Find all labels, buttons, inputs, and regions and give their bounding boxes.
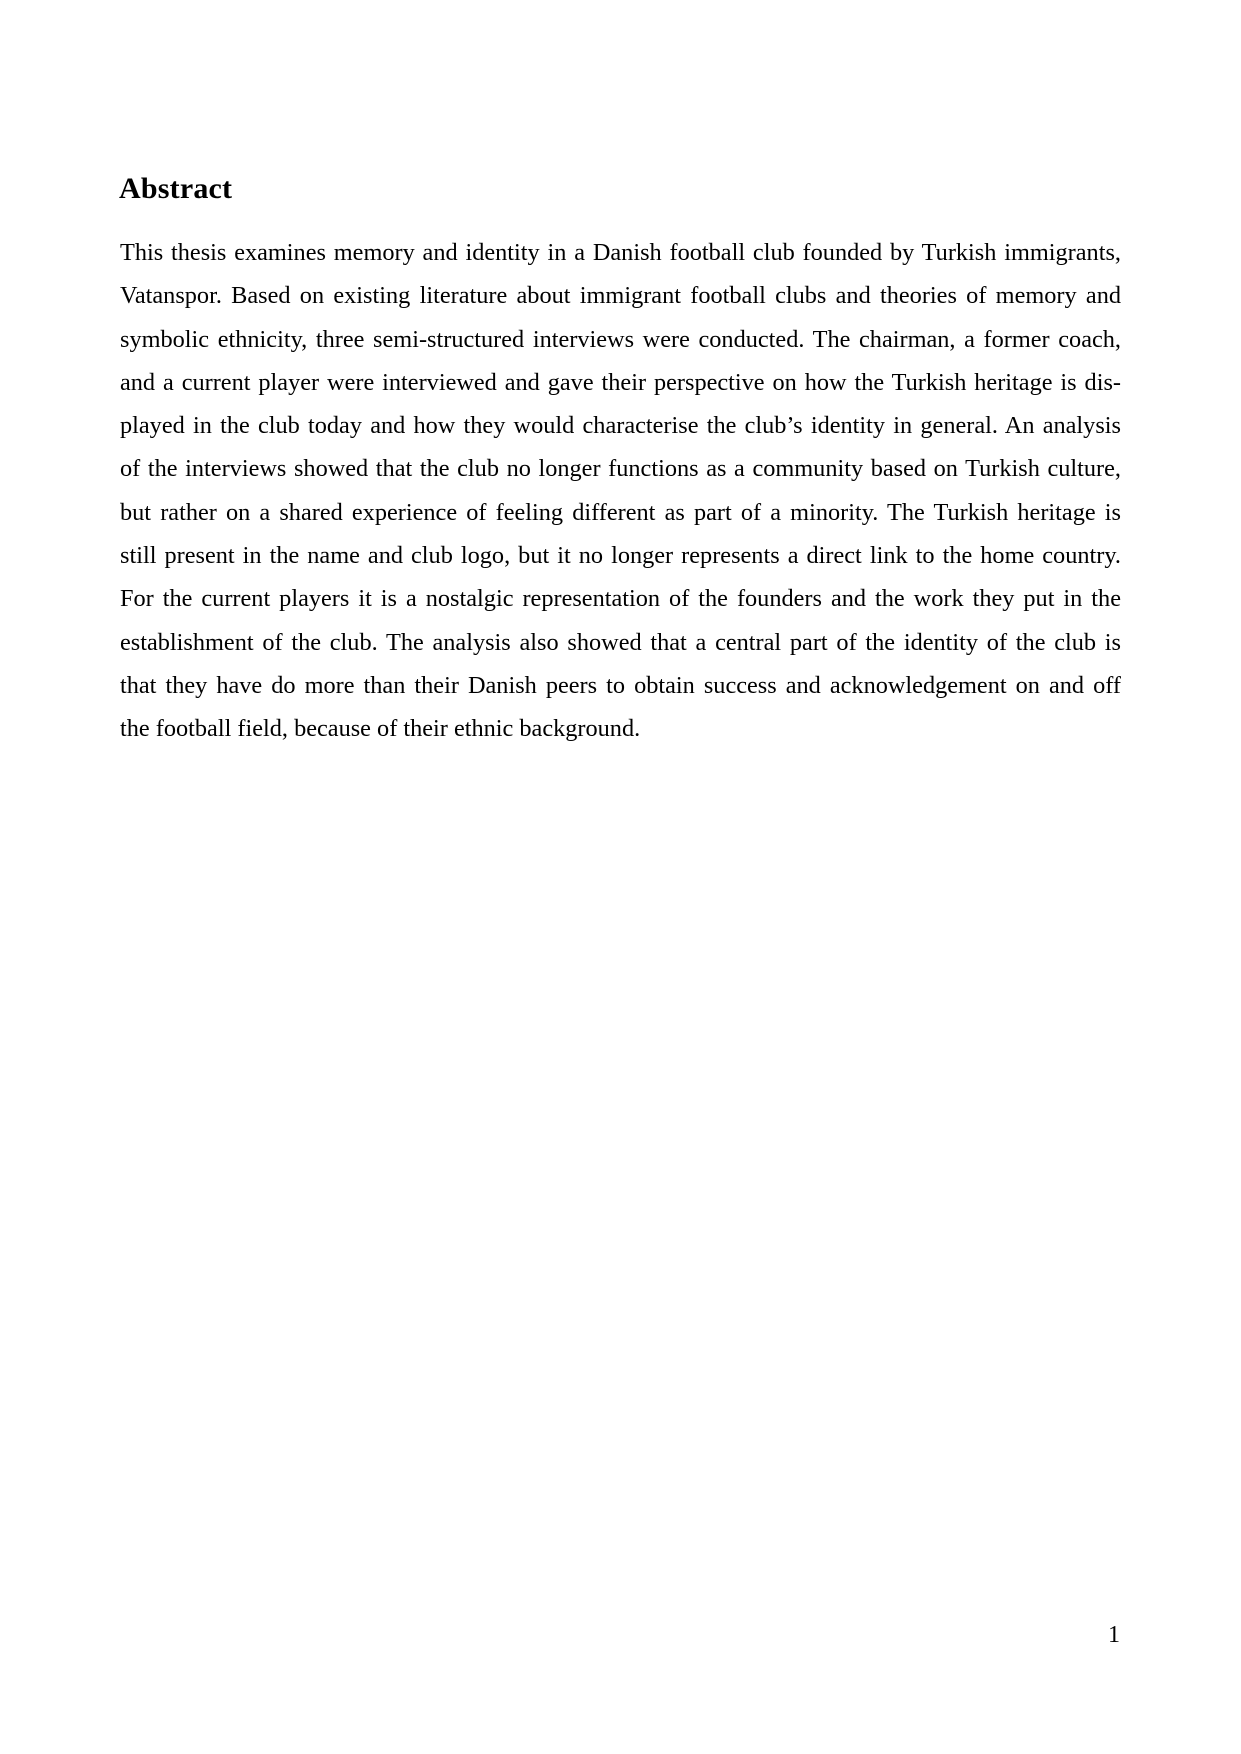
paragraph-line: establishment of the club. The analysis also showed that a central part of the identity of the club is (120, 628, 1121, 656)
page-title: Abstract (119, 172, 233, 205)
paragraph-line: and a current player were interviewed and gave their perspective on how the Turkish heritage is dis- (120, 368, 1121, 396)
paragraph-line: symbolic ethnicity, three semi-structured interviews were conducted. The chairman, a former coach, (120, 325, 1121, 353)
paragraph-line: played in the club today and how they would characterise the club’s identity in general. An analysis (120, 412, 1121, 440)
page-number: 1 (1108, 1622, 1120, 1648)
abstract-paragraph (120, 231, 1121, 751)
paragraph-line: Vatanspor. Based on existing literature about immigrant football clubs and theories of memory and (120, 282, 1121, 310)
paragraph-line: that they have do more than their Danish peers to obtain success and acknowledgement on and off (120, 671, 1121, 699)
paragraph-line: For the current players it is a nostalgic representation of the founders and the work they put in the (120, 585, 1121, 613)
paragraph-line: but rather on a shared experience of feeling different as part of a minority. The Turkish heritage is (120, 498, 1121, 526)
paragraph-line: still present in the name and club logo, but it no longer represents a direct link to the home country. (120, 542, 1121, 570)
paragraph-line: of the interviews showed that the club no longer functions as a community based on Turkish culture, (120, 455, 1121, 483)
paragraph-line: This thesis examines memory and identity in a Danish football club founded by Turkish immigrants, (120, 239, 1121, 266)
paragraph-line: the football field, because of their ethnic background. (120, 715, 641, 743)
